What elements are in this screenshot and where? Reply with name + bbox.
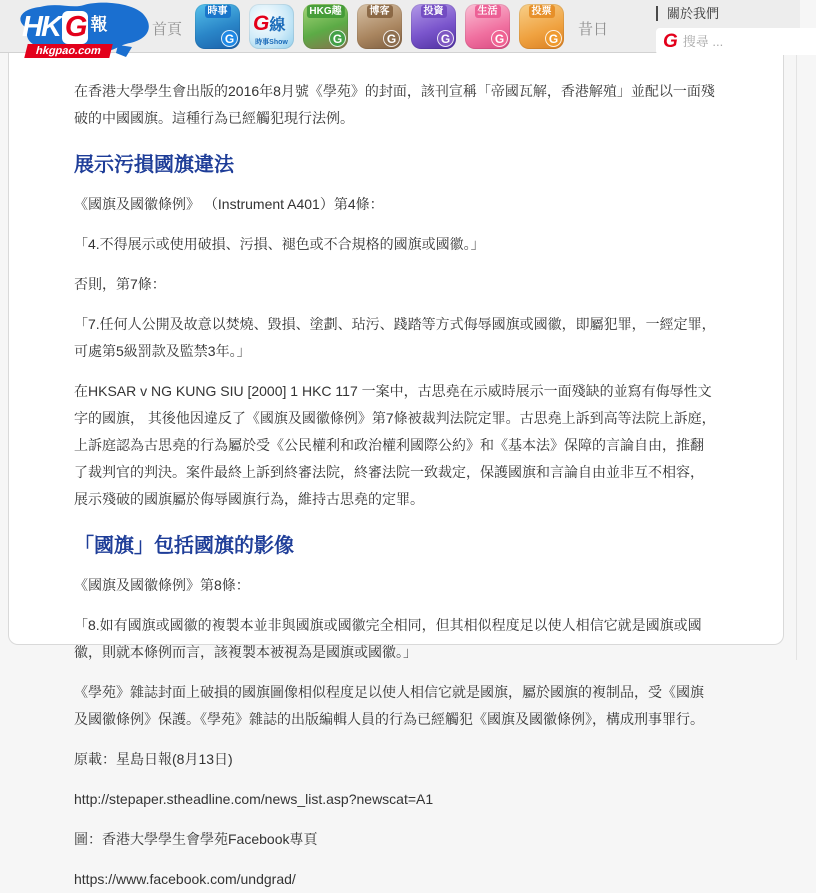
article-facebook-url: https://www.facebook.com/undgrad/ [74,871,296,887]
channel-label: 投票 [529,5,555,18]
g-badge-icon: G [329,30,346,47]
article-case-paragraph: 在HKSAR v NG KUNG SIU [2000] 1 HKC 117 一案中，古思堯在示威時展示一面殘缺的並寫有侮辱性文字的國旗， 其後他因違反了《國旗及國徽條例》第7條被裁判法院定罪。古思堯上訴到高等法院上訴庭，上訴庭認為古思堯的行為屬於受《公民權利和政治權利國際公約》和《基本法》保障的言論自由，推翻了裁判官的判決。案件最終上訴到終審法院，終審法院一致裁定，保護國旗和言論自由並非互不相容，展示殘破的國旗屬於侮辱國旗行為，維持古思堯的定罪。 [74,383,716,507]
channel-label: HKG趣 [306,5,344,18]
channel-icon-life[interactable] [465,4,510,49]
channel-icon-blog[interactable] [357,4,402,49]
search-box [656,28,816,55]
g-badge-icon: G [221,30,238,47]
channel-icon-row [195,4,564,49]
g-badge-icon: G [437,30,454,47]
channel-label: 投資 [421,5,447,18]
channel-label: 生活 [475,5,501,18]
hkgpao-logo[interactable] [6,1,154,59]
channel-label: 博客 [367,5,393,18]
article-content-card [8,53,784,887]
channel-icon-hkg-fun[interactable] [303,4,348,49]
article-quote-section8: 「8.如有國旗或國徽的複製本並非與國旗或國徽完全相同，但其相似程度足以使人相信它就是國旗或國徽，則就本條例而言，該複製本被視為是國旗或國徽。」 [74,617,702,660]
g-badge-icon: G [491,30,508,47]
article-conclusion-paragraph: 《學苑》雜誌封面上破損的國旗圖像相似程度足以使人相信它就是國旗，屬於國旗的複制品，受《國旗及國徽條例》保護。《學苑》雜誌的出版編輯人員的行為已經觸犯《國旗及國徽條例》，構成刑事罪行。 [74,684,704,727]
search-g-icon: G [663,30,678,52]
channel-label: 時事 [205,5,231,18]
search-input[interactable] [683,34,783,49]
article-paragraph: 《國旗及國徽條例》第8條： [74,577,250,593]
article-paragraph: 否則，第7條： [74,276,166,292]
nav-past-issues-link[interactable]: 昔日 [578,21,609,38]
site-header [0,0,800,57]
g-badge-icon: G [383,30,400,47]
channel-icon-vote[interactable] [519,4,564,49]
channel-icon-news[interactable] [195,4,240,49]
article-source-url: http://stepaper.stheadline.com/news_list.asp?newscat=A1 [74,791,434,807]
channel-icon-invest[interactable] [411,4,456,49]
channel-sublabel: 時事Show [255,39,288,46]
nav-home-link[interactable]: 首頁 [152,21,183,38]
header-right-cluster [656,6,806,55]
logo-bao: 報 [90,15,108,34]
article-intro-paragraph: 在香港大學學生會出版的2016年8月號《學苑》的封面，該刊宣稱「帝國瓦解，香港解殖」並配以一面殘破的中國國旗。這種行為已經觸犯現行法例。 [74,83,715,126]
section-heading-flag-includes-image: 「國旗」包括國旗的影像 [74,535,294,557]
g-badge-icon: G [545,30,562,47]
about-us-link[interactable]: 關於我們 [656,6,719,21]
article-paragraph: 《國旗及國徽條例》 （Instrument A401）第4條： [74,196,384,212]
logo-domain-banner: hkgpao.com [24,44,112,58]
scrollbar-track-line [796,53,797,660]
article-source-line: 原載：星島日報(8月13日) [74,751,233,767]
channel-label: G線 [253,12,286,35]
article-quote-section4: 「4.不得展示或使用破損、污損、褪色或不合規格的國旗或國徽。」 [74,236,485,252]
article-quote-section7: 「7.任何人公開及故意以焚燒、毀損、塗劃、玷污、踐踏等方式侮辱國旗或國徽，即屬犯罪，一經定罪，可處第5級罰款及監禁3年。」 [74,316,716,359]
logo-wordmark: HK G 報 [22,11,108,43]
channel-icon-gline-show[interactable] [249,4,294,49]
article-image-credit: 圖：香港大學學生會學苑Facebook專頁 [74,831,318,847]
section-heading-display-defaced-flag: 展示污損國旗違法 [74,154,234,176]
logo-g-box: G [62,11,89,44]
